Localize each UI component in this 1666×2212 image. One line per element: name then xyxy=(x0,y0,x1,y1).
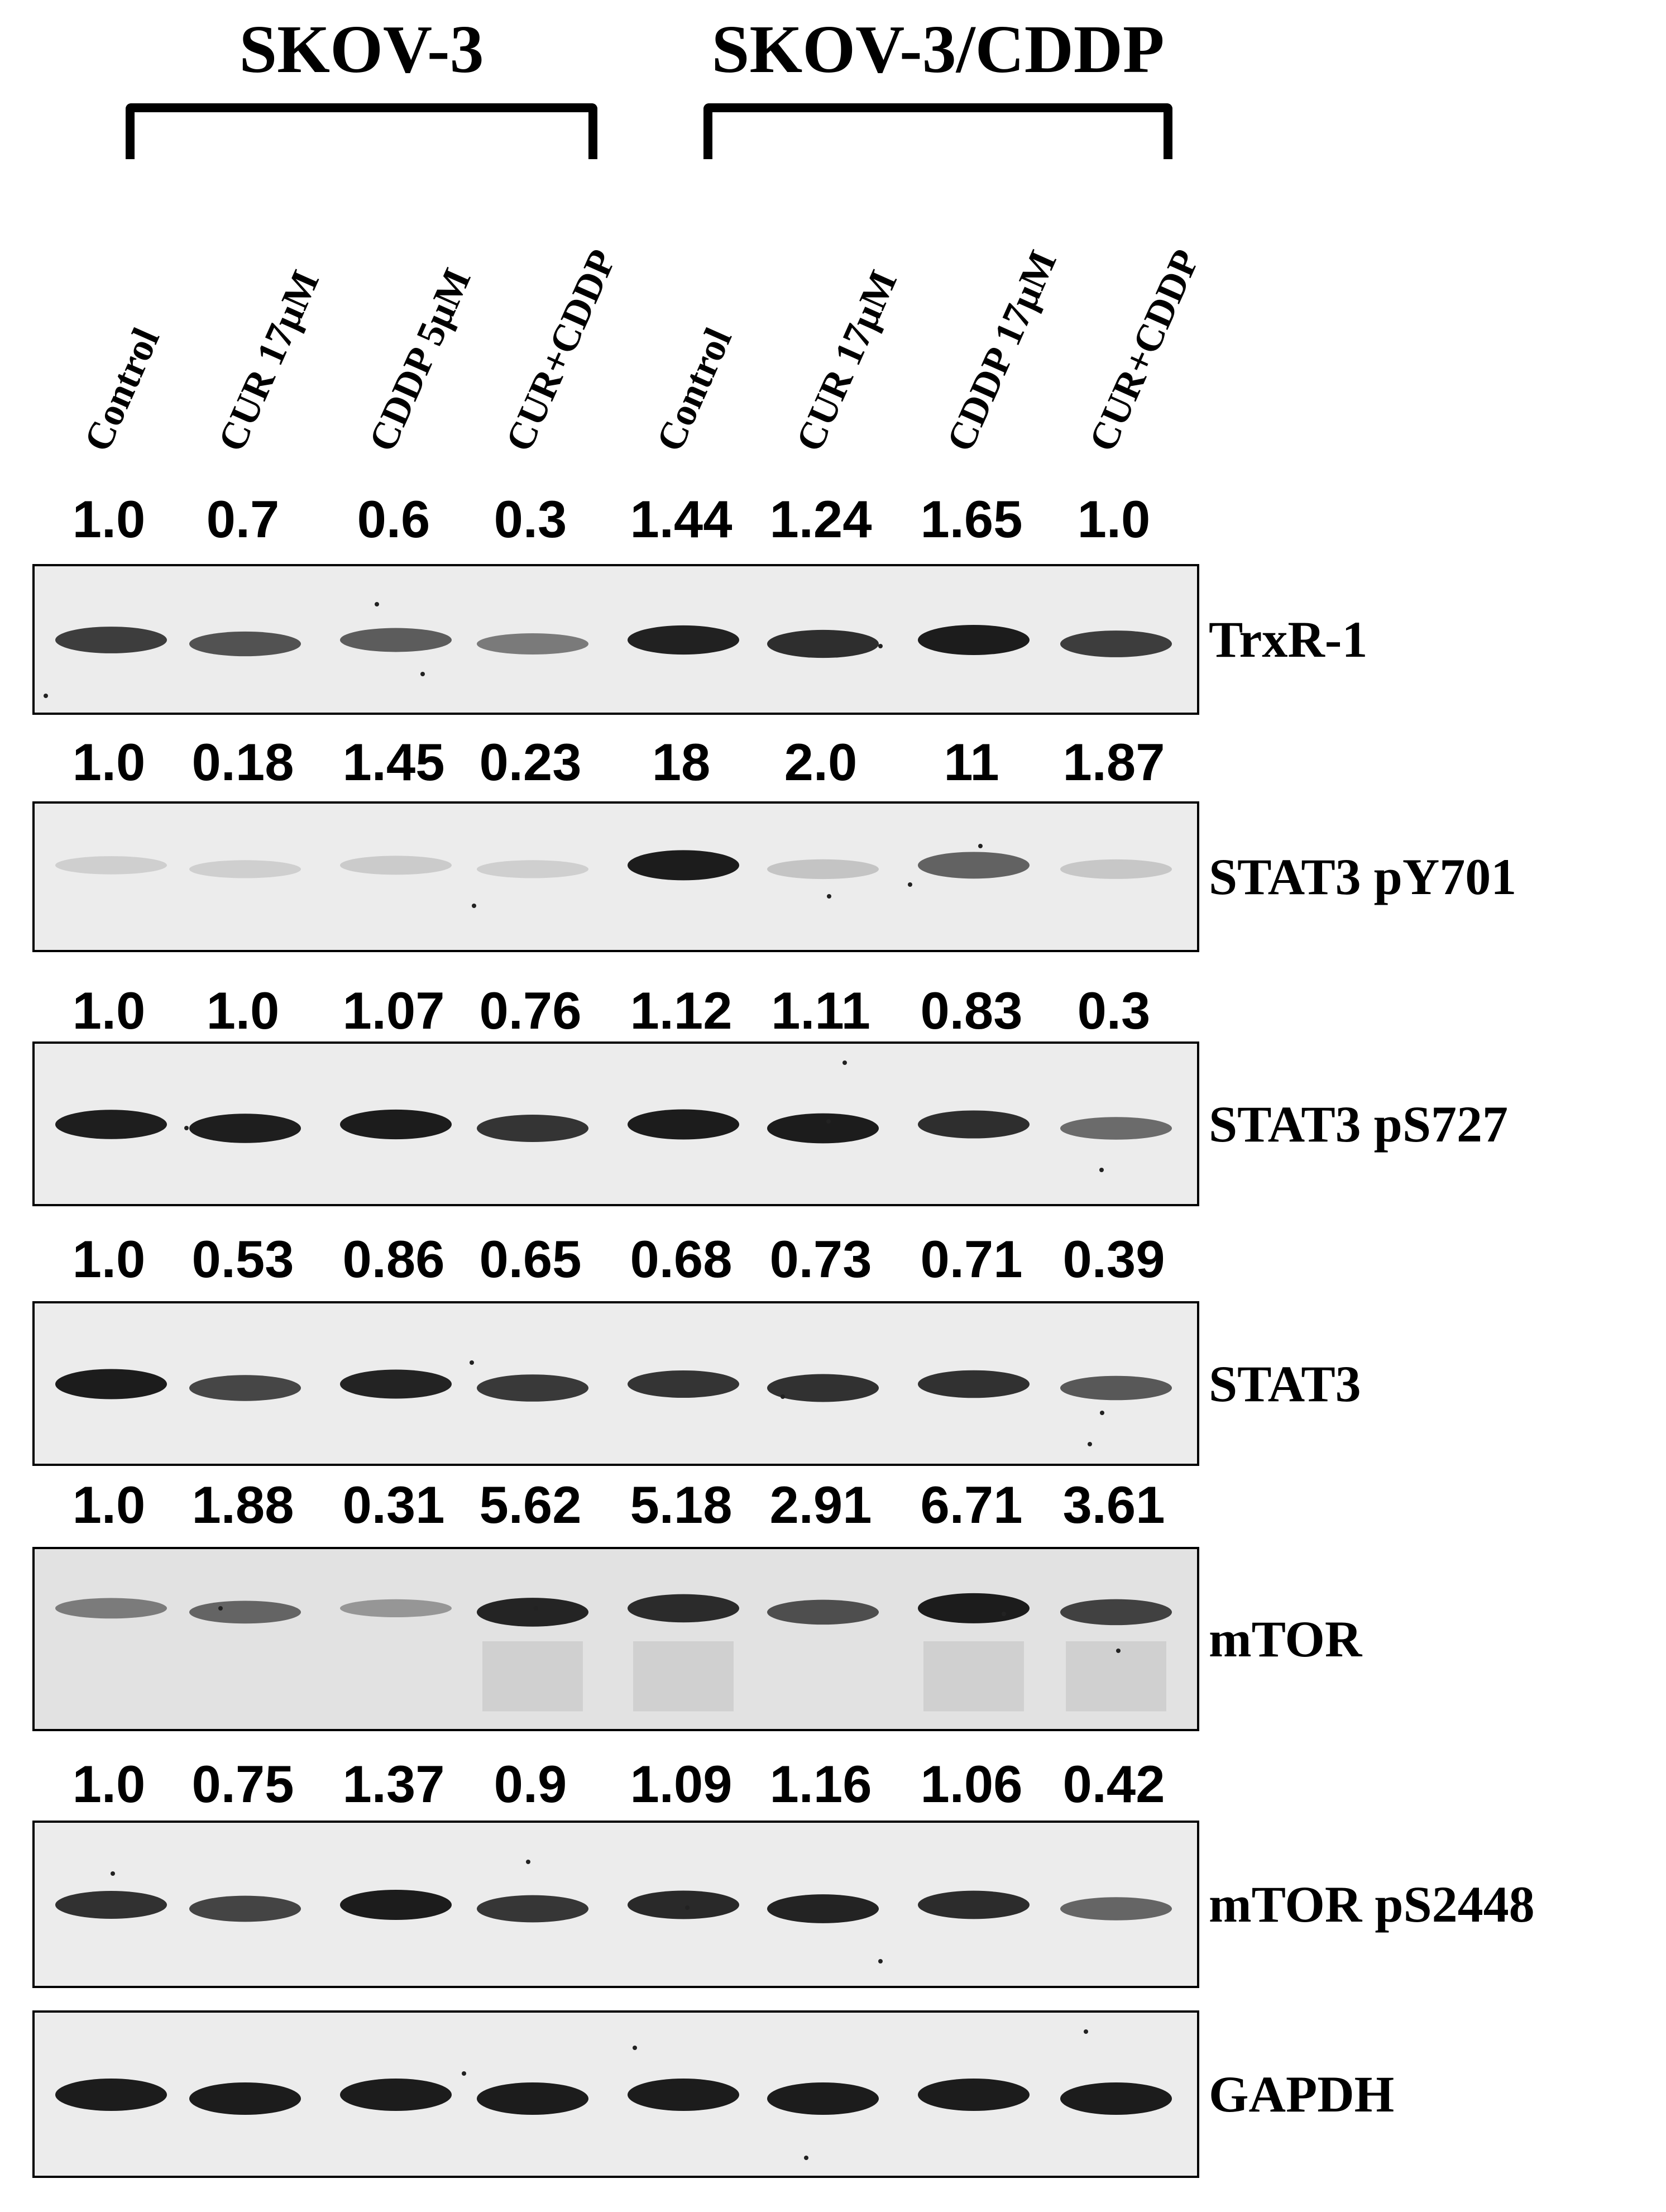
band-value: 1.45 xyxy=(342,733,445,791)
band-value: 0.3 xyxy=(1077,981,1151,1040)
band-lane-4 xyxy=(477,860,588,878)
band-value: 1.0 xyxy=(72,1475,146,1534)
gapdh-label: GAPDH xyxy=(1209,2066,1395,2123)
band-lane-5 xyxy=(628,1370,739,1398)
band-value: 1.0 xyxy=(72,981,146,1040)
band-lane-2 xyxy=(189,632,301,656)
band-lane-8 xyxy=(1060,859,1172,879)
band-lane-2 xyxy=(189,2082,301,2115)
band-lane-4 xyxy=(477,1115,588,1142)
band-lane-4 xyxy=(477,1374,588,1402)
band-lane-3 xyxy=(340,1110,452,1139)
mtor-label: mTOR xyxy=(1209,1611,1362,1668)
trxr-1-blot xyxy=(32,564,1199,715)
speckle xyxy=(827,894,831,899)
band-value: 1.0 xyxy=(72,733,146,791)
band-value: 0.6 xyxy=(357,490,430,548)
band-lane-1 xyxy=(55,2079,167,2111)
band-lane-5 xyxy=(628,850,739,880)
band-value: 1.0 xyxy=(72,1755,146,1813)
speckle xyxy=(908,882,912,887)
band-value: 0.42 xyxy=(1062,1755,1165,1813)
band-lane-5 xyxy=(628,1594,739,1623)
band-value: 1.0 xyxy=(72,1230,146,1288)
band-lane-6 xyxy=(767,630,879,658)
smear-lane-4 xyxy=(482,1641,583,1711)
band-lane-2 xyxy=(189,1896,301,1922)
stat3-values-row xyxy=(0,1229,1666,1290)
stat3-ps727-values-row xyxy=(0,980,1666,1041)
band-value: 1.09 xyxy=(630,1755,733,1813)
speckle xyxy=(44,694,48,698)
band-value: 0.68 xyxy=(630,1230,733,1288)
band-value: 0.18 xyxy=(192,733,294,791)
lane-label-1: Control xyxy=(76,322,169,458)
gapdh-bands xyxy=(35,2013,1199,2178)
band-lane-5 xyxy=(628,2079,739,2111)
stat3-py701-values-row xyxy=(0,732,1666,793)
speckle xyxy=(1116,1649,1121,1653)
smear-lane-7 xyxy=(923,1641,1024,1711)
stat3-blot xyxy=(32,1301,1199,1466)
group-bracket-2 xyxy=(703,103,1172,159)
speckle xyxy=(633,2046,637,2050)
stat3-bands xyxy=(35,1303,1199,1466)
band-lane-8 xyxy=(1060,1599,1172,1626)
speckle xyxy=(472,904,476,908)
speckle xyxy=(1084,2029,1088,2034)
band-value: 1.88 xyxy=(192,1475,294,1534)
band-lane-7 xyxy=(918,1593,1030,1623)
group-bracket-1 xyxy=(126,103,597,159)
band-lane-8 xyxy=(1060,1897,1172,1920)
speckle xyxy=(1100,1411,1104,1415)
band-value: 2.0 xyxy=(784,733,858,791)
speckle xyxy=(462,2071,466,2076)
mtor-ps2448-values-row xyxy=(0,1754,1666,1815)
band-lane-7 xyxy=(918,1891,1030,1919)
band-lane-1 xyxy=(55,627,167,653)
band-lane-3 xyxy=(340,2079,452,2111)
band-lane-8 xyxy=(1060,1117,1172,1139)
stat3-py701-label: STAT3 pY701 xyxy=(1209,848,1517,905)
band-lane-7 xyxy=(918,2079,1030,2111)
band-value: 1.16 xyxy=(769,1755,872,1813)
band-lane-4 xyxy=(477,2082,588,2115)
speckle xyxy=(804,2156,808,2160)
mtor-blot xyxy=(32,1547,1199,1731)
speckle xyxy=(420,672,425,676)
band-value: 0.75 xyxy=(192,1755,294,1813)
lane-label-8: CUR+CDDP xyxy=(1081,243,1208,458)
band-lane-8 xyxy=(1060,1376,1172,1400)
mtor-ps2448-blot xyxy=(32,1821,1199,1988)
band-lane-6 xyxy=(767,1114,879,1144)
band-value: 0.76 xyxy=(479,981,582,1040)
stat3-ps727-label: STAT3 pS727 xyxy=(1209,1095,1509,1153)
band-lane-5 xyxy=(628,1891,739,1919)
band-lane-5 xyxy=(628,1110,739,1140)
band-value: 0.3 xyxy=(494,490,567,548)
stat3-ps727-blot xyxy=(32,1041,1199,1206)
band-value: 1.0 xyxy=(72,490,146,548)
band-value: 0.7 xyxy=(206,490,280,548)
speckle xyxy=(878,1959,883,1963)
speckle xyxy=(184,1126,189,1130)
band-lane-1 xyxy=(55,1598,167,1618)
band-value: 18 xyxy=(652,733,711,791)
band-lane-2 xyxy=(189,1375,301,1401)
band-lane-3 xyxy=(340,1599,452,1617)
band-value: 0.71 xyxy=(920,1230,1023,1288)
group-title-1: SKOV-3 xyxy=(239,12,484,87)
mtor-bands xyxy=(35,1549,1199,1731)
band-value: 0.83 xyxy=(920,981,1023,1040)
band-lane-2 xyxy=(189,1114,301,1143)
speckle xyxy=(878,644,883,648)
speckle xyxy=(470,1360,474,1365)
band-lane-2 xyxy=(189,860,301,878)
band-value: 1.12 xyxy=(630,981,733,1040)
band-value: 0.65 xyxy=(479,1230,582,1288)
band-value: 1.24 xyxy=(769,490,872,548)
lane-label-3: CDDP 5μM xyxy=(361,262,480,458)
band-value: 1.06 xyxy=(920,1755,1023,1813)
band-lane-7 xyxy=(918,852,1030,878)
lane-label-5: Control xyxy=(648,322,741,458)
band-lane-3 xyxy=(340,628,452,652)
band-value: 5.62 xyxy=(479,1475,582,1534)
band-lane-1 xyxy=(55,1110,167,1139)
speckle xyxy=(375,602,379,606)
band-value: 2.91 xyxy=(769,1475,872,1534)
speckle xyxy=(111,1871,115,1876)
band-value: 1.44 xyxy=(630,490,733,548)
band-value: 3.61 xyxy=(1062,1475,1165,1534)
mtor-values-row xyxy=(0,1474,1666,1536)
band-value: 1.0 xyxy=(206,981,280,1040)
smear-lane-8 xyxy=(1066,1641,1166,1711)
stat3-label: STAT3 xyxy=(1209,1355,1361,1412)
band-value: 1.11 xyxy=(771,981,870,1040)
band-value: 1.07 xyxy=(342,981,445,1040)
band-value: 0.39 xyxy=(1062,1230,1165,1288)
band-lane-7 xyxy=(918,625,1030,655)
speckle xyxy=(1088,1442,1092,1446)
speckle xyxy=(1002,1612,1006,1616)
band-value: 0.31 xyxy=(342,1475,445,1534)
band-lane-2 xyxy=(189,1601,301,1623)
band-lane-6 xyxy=(767,2082,879,2115)
band-value: 1.37 xyxy=(342,1755,445,1813)
speckle xyxy=(534,1606,538,1611)
speckle xyxy=(685,1905,690,1910)
stat3-py701-bands xyxy=(35,804,1199,952)
band-value: 1.0 xyxy=(1077,490,1151,548)
band-lane-1 xyxy=(55,1369,167,1399)
band-lane-6 xyxy=(767,1600,879,1625)
speckle xyxy=(978,844,983,848)
band-lane-7 xyxy=(918,1370,1030,1398)
speckle xyxy=(826,1119,831,1124)
band-lane-4 xyxy=(477,1598,588,1627)
band-value: 0.73 xyxy=(769,1230,872,1288)
gapdh-blot xyxy=(32,2010,1199,2178)
band-lane-3 xyxy=(340,856,452,875)
band-value: 0.23 xyxy=(479,733,582,791)
band-lane-5 xyxy=(628,625,739,654)
band-lane-6 xyxy=(767,1894,879,1923)
trxr-1-values-row xyxy=(0,489,1666,550)
stat3-py701-blot xyxy=(32,801,1199,952)
band-value: 1.87 xyxy=(1062,733,1165,791)
band-lane-1 xyxy=(55,856,167,875)
band-lane-3 xyxy=(340,1890,452,1920)
band-value: 0.86 xyxy=(342,1230,445,1288)
band-lane-7 xyxy=(918,1110,1030,1138)
band-value: 0.9 xyxy=(494,1755,567,1813)
lane-label-7: CDDP 17μM xyxy=(939,244,1065,458)
band-value: 1.65 xyxy=(920,490,1023,548)
stat3-ps727-bands xyxy=(35,1044,1199,1206)
band-value: 5.18 xyxy=(630,1475,733,1534)
lane-label-6: CUR 17μM xyxy=(788,264,906,458)
speckle xyxy=(218,1606,223,1611)
band-lane-6 xyxy=(767,859,879,879)
band-lane-1 xyxy=(55,1891,167,1919)
speckle xyxy=(842,1060,847,1065)
lane-label-2: CUR 17μM xyxy=(210,264,328,458)
trxr-1-bands xyxy=(35,566,1199,715)
mtor-ps2448-label: mTOR pS2448 xyxy=(1209,1876,1535,1933)
band-lane-4 xyxy=(477,1895,588,1923)
band-value: 6.71 xyxy=(920,1475,1023,1534)
band-lane-8 xyxy=(1060,2082,1172,2115)
band-lane-8 xyxy=(1060,630,1172,657)
lane-label-4: CUR+CDDP xyxy=(497,243,625,458)
mtor-ps2448-bands xyxy=(35,1823,1199,1988)
smear-lane-5 xyxy=(633,1641,734,1711)
band-lane-3 xyxy=(340,1370,452,1399)
group-title-2: SKOV-3/CDDP xyxy=(711,12,1165,87)
band-value: 11 xyxy=(944,733,999,791)
speckle xyxy=(781,1394,785,1399)
trxr-1-label: TrxR-1 xyxy=(1209,611,1368,668)
band-lane-4 xyxy=(477,633,588,654)
speckle xyxy=(1099,1168,1104,1172)
speckle xyxy=(526,1860,530,1864)
band-value: 0.53 xyxy=(192,1230,294,1288)
